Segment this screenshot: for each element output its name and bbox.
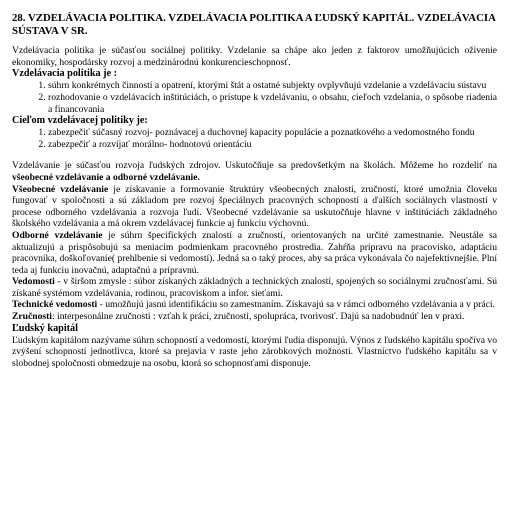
intro-paragraph: Vzdelávacia politika je súčasťou sociálnej politiky. Vzdelanie sa chápe ako jeden z faktorov umožňujúcich oživenie ekonomiky, hospodársky rozvoj a medzinárodnú konkurencieschopnosť. — [12, 45, 497, 68]
spacer — [12, 150, 497, 160]
technical-knowledge-paragraph — [12, 299, 497, 311]
knowledge-paragraph — [12, 276, 497, 299]
skills-text: : interpesonálne zručnosti : vzťah k práci, zručnosti, spolupráca, tvorivosť. Dajú sa nadobudnúť len v praxi. — [51, 311, 465, 323]
policy-list — [12, 80, 497, 115]
page-title: 28. VZDELÁVACIA POLITIKA. VZDELÁVACIA POLITIKA A ĽUDSKÝ KAPITÁL. VZDELÁVACIA SÚSTAVA V SR. — [12, 12, 496, 37]
human-capital-heading: Ľudský kapitál — [12, 322, 78, 334]
goal-list — [12, 127, 497, 150]
list-item: 2. zabezpečiť a rozvíjať morálno- hodnotovú orientáciu — [48, 139, 497, 151]
list-item: 1. súhrn konkrétnych činností a opatrení, ktorými štát a ostatné subjekty ovplyvňujú vzdelanie a vzdelávaciu sústavu — [48, 80, 497, 92]
knowledge-term: Vedomosti — [12, 276, 55, 288]
list-item: 1. zabezpečiť súčasný rozvoj- poznávacej a duchovnej kapacity populácie a poznatkového a vedomostného fondu — [48, 127, 497, 139]
goal-heading: Cieľom vzdelávacej politiky je: — [12, 115, 148, 127]
list-item: 2. rozhodovanie o vzdelávacích inštitúciách, o prístupe k vzdelávaniu, o obsahu, cieľoch vzdelania, o spôsobe riadenia a financovania — [48, 92, 497, 115]
vocational-education-text: je súhrn špecifických znalostí a zručností, orientovaných na určité zamestnanie. Neustále sa aktualizujú a prispôsobujú sa meniacim podmienkam pracovného prostredia. Zahŕňa prípravu na pracovisko, adaptáciu pracovníka, doškoľovanie( prehlbenie si vedomostí). Jedná sa o taký proces, aby sa práca vykonávala čo najefektívnejšie. Plní teda aj funkciu inovačnú, adaptačnú a prípravnú. — [12, 229, 497, 276]
knowledge-text: - v širšom zmysle : súbor získaných základných a technických znalostí, spojených so sociálnymi zručnosťami. Sú získané systémom vzdelávania, rodinou, pracoviskom a infor. sieťami. — [12, 276, 497, 299]
education-paragraph — [12, 160, 497, 183]
policy-heading: Vzdelávacia politika je : — [12, 68, 117, 80]
technical-knowledge-term: Technické vedomosti — [12, 299, 98, 311]
vocational-education-paragraph — [12, 230, 497, 276]
general-education-text: je získavanie a formovanie štruktúry všeobecných znalostí, zručností, ktoré umožnia človeku fungovať v spoločnosti a sú základom pre rozvoj špeciálnych pracovných schopností a ďalších sociálnych vlastností v procese odborného vzdelávania a rozvoja ľudí. Všeobecné vzdelávanie sa uskutočňuje hlavne v inštitúciách základného školského vzdelávania a má okrem vzdelávacej funkcie aj funkciu výchovnú. — [12, 183, 497, 230]
education-text: Vzdelávanie je súčasťou rozvoja ľudských zdrojov. Uskutočňuje sa predovšetkým na školách. Môžeme ho rozdeliť na — [12, 160, 497, 172]
skills-paragraph — [12, 311, 497, 323]
skills-term: Zručnosti — [12, 311, 52, 323]
general-education-term: Všeobecné vzdelávanie — [12, 183, 109, 195]
technical-knowledge-text: - umožňujú jasnú identifikáciu so zamestnaním. Získavajú sa v rámci odborného vzdelávania a v práci. — [97, 299, 495, 311]
vocational-education-term: Odborné vzdelávanie — [12, 229, 103, 241]
education-types: všeobecné vzdelávanie a odborné vzdelávanie. — [12, 171, 200, 183]
human-capital-paragraph: Ľudským kapitálom nazývame súhrn schopností a vedomostí, ktorými ľudia disponujú. Výnos z ľudského kapitálu spočíva vo zvýšení schopností jednotlivca, ktoré sa prejavia v raste jeho zárobkových možností. Vlastníctvo ľudského kapitálu sa v slobodnej spoločnosti obmedzuje na osobu, ktorá so schopnosťami disponuje. — [12, 334, 497, 369]
general-education-paragraph — [12, 184, 497, 230]
